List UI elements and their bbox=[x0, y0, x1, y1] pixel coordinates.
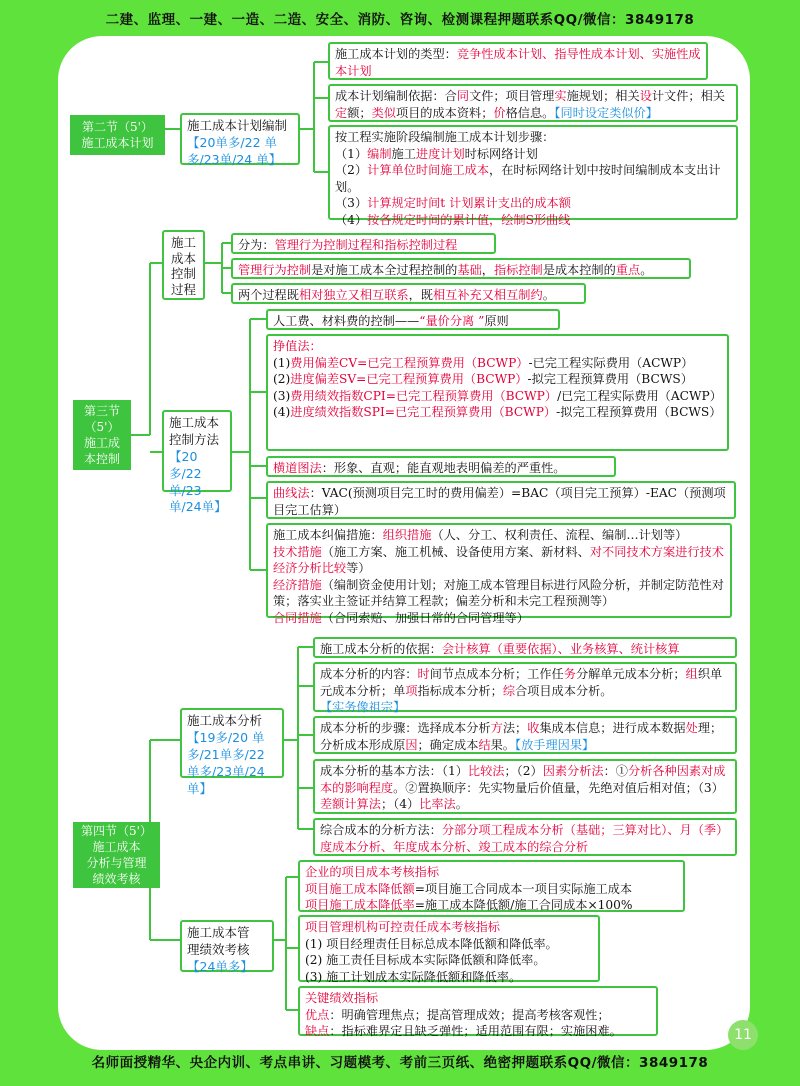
section-2-title-line2: 施工成本计划 bbox=[81, 136, 154, 150]
topic-performance-line: 施工成本管 bbox=[187, 925, 250, 940]
plan-types-list: 竞争性成本计划、指导性成本计划、实施性成本计划 bbox=[335, 47, 701, 78]
plan-basis-text: 项目的成本资料； bbox=[395, 105, 494, 120]
control-process-types bbox=[231, 233, 496, 254]
earned-value-cpi: (3)费用绩效指数CPI=已完工程预算费用（BCWP）/已完工程实际费用（ACWP） bbox=[273, 388, 722, 403]
kpi-pros: 优点：明确管理焦点；提高管理成效；提高考核客观性； bbox=[305, 1007, 610, 1022]
topic-plan-compilation bbox=[180, 113, 300, 165]
control-process-types-red: 管理行为控制过程和指标控制过程 bbox=[274, 238, 458, 252]
topic-control-methods-line: 施工成本 bbox=[169, 415, 220, 430]
topic-control-process-line: 过程 bbox=[170, 281, 196, 297]
responsibility-indicators-title: 项目管理机构可控责任成本考核指标 bbox=[305, 920, 500, 934]
responsibility-indicators bbox=[298, 915, 600, 982]
enterprise-indicator-rate: 项目施工成本降低率=施工成本降低额/施工合同成本×100% bbox=[305, 898, 633, 913]
plan-types-lead: 施工成本计划的类型： bbox=[335, 47, 457, 61]
topic-cost-analysis bbox=[180, 708, 284, 796]
topic-plan-compilation-title: 施工成本计划编制 bbox=[187, 118, 288, 133]
topic-performance-line: 理绩效考核 bbox=[187, 941, 250, 957]
plan-basis-text: 格信息。 bbox=[505, 105, 555, 120]
topic-control-process-line: 施工 bbox=[170, 235, 196, 250]
enterprise-indicator-amount: 项目施工成本降低额=项目施工合同成本一项目实际施工成本 bbox=[305, 881, 633, 896]
plan-step-4: （4）按各规定时间的累计值，绘制S形曲线 bbox=[335, 212, 571, 227]
section-4-title-line4: 绩效考核 bbox=[92, 872, 141, 887]
topic-control-process-line: 成本 bbox=[170, 250, 196, 266]
plan-basis-key: 类似 bbox=[371, 105, 396, 120]
section-2-title-line1: 第二节（5'） bbox=[82, 119, 153, 134]
plan-basis-box bbox=[328, 84, 738, 122]
analysis-content: 成本分析的内容：时间节点成本分析；工作任务分解单元成本分析；组织单元成本分析；单项指标成本分析；综合项目成本分析。 【实务像祖宗】 bbox=[313, 662, 737, 712]
top-banner: 二建、监理、一建、一造、二造、安全、消防、咨询、检测课程押题联系QQ/微信：3849178 bbox=[105, 12, 695, 28]
analysis-basis: 施工成本分析的依据：会计核算（重要依据）、业务核算、统计核算 bbox=[313, 637, 737, 658]
section-3-title bbox=[73, 400, 131, 470]
section-4-title bbox=[73, 822, 160, 888]
plan-basis-mnemonic: 【同时设定类似价】 bbox=[554, 105, 658, 120]
method-gantt: 横道图法：形象、直观；能直观地表明偏差的严重性。 bbox=[266, 456, 616, 477]
plan-basis-text: 计文件；相关 bbox=[651, 89, 725, 103]
plan-basis-key: 定 bbox=[335, 105, 348, 120]
plan-basis-text: 额； bbox=[347, 105, 372, 120]
topic-control-process bbox=[162, 230, 205, 300]
topic-cost-analysis-note: 【19多/20 单多/21单多/22 单多/23单/24 单】 bbox=[187, 729, 265, 796]
responsibility-indicator-item: (2) 施工责任目标成本实际降低额和降低率。 bbox=[305, 953, 546, 968]
method-curve: 曲线法：VAC(预测项目完工时的费用偏差）=BAC（项目完工预算）-EAC（预测项目完工估算） bbox=[266, 481, 736, 519]
method-labor-material: 人工费、材料费的控制——“量价分离 ”原则 bbox=[266, 309, 560, 330]
kpi-cons: 缺点：指标难界定且缺乏弹性；适用范围有限；实施困难。 bbox=[305, 1024, 622, 1039]
topic-control-process-line: 控制 bbox=[170, 266, 196, 282]
analysis-comprehensive: 综合成本的分析方法：分部分项工程成本分析（基础；三算对比）、月（季）度成本分析、年度成本分析、竣工成本的综合分析 bbox=[313, 818, 737, 856]
topic-cost-analysis-title: 施工成本分析 bbox=[187, 713, 263, 728]
plan-steps-title: 按工程实施阶段编制施工成本计划步骤： bbox=[335, 130, 555, 144]
plan-step-1: （1）编制施工进度计划时标网络计划 bbox=[335, 146, 538, 161]
responsibility-indicator-item: (3) 施工计划成本实际降低额和降低率。 bbox=[305, 969, 522, 984]
section-4-title-line2: 施工成本 bbox=[92, 839, 141, 854]
plan-basis-text: 文件；项目管理 bbox=[469, 89, 555, 103]
earned-value-spi: (4)进度绩效指数SPI=已完工程预算费用（BCWP）-拟完工程预算费用（BCWS） bbox=[273, 405, 722, 420]
plan-basis-text: 施规划；相关 bbox=[566, 89, 640, 103]
page-number-badge: 11 bbox=[728, 1020, 758, 1050]
control-process-focus: 管理行为控制是对施工成本全过程控制的基础，指标控制是成本控制的重点。 bbox=[231, 258, 691, 279]
topic-control-methods-line: 控制方法 bbox=[169, 431, 220, 447]
plan-basis-key: 实 bbox=[554, 89, 567, 103]
control-process-relation: 两个过程既相对独立又相互联系，既相互补充又相互制约。 bbox=[231, 283, 586, 304]
bottom-banner: 名师面授精华、央企内训、考点串讲、习题模考、考前三页纸、绝密押题联系QQ/微信：3849178 bbox=[91, 1055, 709, 1071]
method-earned-value bbox=[266, 334, 729, 451]
plan-basis-key: 设 bbox=[639, 89, 652, 103]
section-3-title-line3: 施工成 bbox=[83, 436, 120, 450]
analysis-steps: 成本分析的步骤：选择成本分析方法；收集成本信息；进行成本数据处理；分析成本形成原因；确定成本结果。【放手理因果】 bbox=[313, 716, 737, 754]
enterprise-indicators bbox=[298, 860, 685, 912]
plan-basis-text: 成本计划编制依据：合 bbox=[335, 89, 457, 103]
earned-value-sv: (2)进度偏差SV=已完工程预算费用（BCWP）-拟完工程预算费用（BCWS） bbox=[273, 372, 693, 387]
kpi-title: 关键绩效指标 bbox=[305, 991, 379, 1005]
topic-control-methods-note: 【20多/22 单/23 单/24单】 bbox=[169, 448, 227, 515]
enterprise-indicators-title: 企业的项目成本考核指标 bbox=[305, 865, 440, 879]
responsibility-indicator-item: (1) 项目经理责任目标总成本降低额和降低率。 bbox=[305, 936, 558, 951]
section-3-title-line2: （5'） bbox=[84, 419, 120, 434]
plan-basis-key: 同 bbox=[456, 89, 470, 103]
topic-control-methods bbox=[162, 410, 232, 515]
section-3-title-line1: 第三节 bbox=[83, 403, 120, 418]
section-2-title bbox=[70, 115, 165, 155]
kpi-box bbox=[298, 986, 658, 1039]
topic-performance-assessment bbox=[180, 920, 274, 972]
section-4-title-line1: 第四节（5'） bbox=[81, 823, 152, 838]
plan-basis-key: 价 bbox=[493, 105, 506, 120]
plan-types-box bbox=[328, 42, 708, 80]
earned-value-title: 挣值法： bbox=[273, 339, 322, 353]
plan-step-3: （3）计算规定时间t 计划累计支出的成本额 bbox=[335, 196, 571, 211]
topic-plan-compilation-note: 【20单多/22 单多/23单/24 单】 bbox=[187, 134, 282, 167]
topic-performance-note: 【24单多】 bbox=[187, 958, 253, 974]
section-3-title-line4: 本控制 bbox=[83, 452, 120, 467]
control-process-types-lead: 分为： bbox=[238, 238, 275, 252]
section-4-title-line3: 分析与管理 bbox=[86, 856, 147, 870]
earned-value-cv: (1)费用偏差CV=已完工程预算费用（BCWP）-已完工程实际费用（ACWP） bbox=[273, 355, 694, 370]
analysis-basic-methods: 成本分析的基本方法：（1）比较法；（2）因素分析法：①分析各种因素对成本的影响程度。②置换顺序：先实物量后价值量，先绝对值后相对值；（3）差额计算法；（4）比率法。 bbox=[313, 759, 737, 814]
plan-step-2: （2）计算单位时间施工成本，在时标网络计划中按时间编制成本支出计划。 bbox=[335, 163, 721, 194]
plan-steps-box bbox=[328, 125, 738, 227]
method-corrective-measures: 施工成本纠偏措施：组织措施（人、分工、权利责任、流程、编制…计划等） 技术措施（施工方案、施工机械、设备使用方案、新材料、对不同技术方案进行技术经济分析比较等） 经济措施（编制资金使用计划；对施工成本管理目标进行风险分析，并制定防范性对策；落实业主签证并结算工程款；偏差分析和未完工程预测等） 合同措施（合同索赔、加强日常的合同管理等） bbox=[266, 523, 732, 618]
